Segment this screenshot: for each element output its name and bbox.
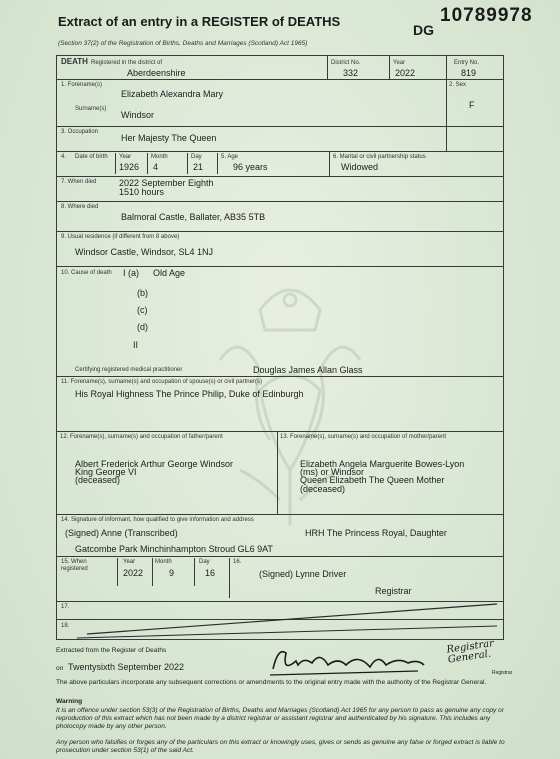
occupation-value: Her Majesty The Queen xyxy=(121,133,217,143)
registrar-general-signature: Registrar General. xyxy=(445,638,495,666)
birth-year-label: Year xyxy=(119,154,132,160)
residence-value: Windsor Castle, Windsor, SL4 1NJ xyxy=(75,247,214,257)
entry-value: 819 xyxy=(461,68,477,78)
registrar-signature xyxy=(268,643,428,679)
father-line1: Albert Frederick Arthur George Windsor xyxy=(75,459,234,469)
when-died-time: 1510 hours xyxy=(119,187,165,197)
district-no-value: 332 xyxy=(343,68,359,78)
sex-value: F xyxy=(469,100,475,110)
informant-qualification: HRH The Princess Royal, Daughter xyxy=(305,528,447,538)
mother-line1: Elizabeth Angela Marguerite Bowes-Lyon xyxy=(300,459,465,469)
where-died-label: 8. Where died xyxy=(61,204,99,210)
cause-ii-label: II xyxy=(133,340,139,350)
district-value: Aberdeenshire xyxy=(127,68,186,78)
age-label: 5. Age xyxy=(221,154,239,160)
mother-line2: (ms) or Windsor xyxy=(300,467,365,477)
marital-label: 6. Marital or civil partnership status xyxy=(333,154,426,160)
birth-day-label: Day xyxy=(191,154,202,160)
residence-label: 9. Usual residence (if different from 8 above) xyxy=(61,234,180,240)
when-died-label: 7. When died xyxy=(61,179,97,185)
birth-month-label: Month xyxy=(151,154,168,160)
surname-label: Surname(s) xyxy=(75,106,107,112)
extract-date: Twentysixth September 2022 xyxy=(68,662,185,672)
mother-label: 13. Forename(s), surname(s) and occupation of mother/parent xyxy=(280,434,447,440)
district-label: Registered in the district of xyxy=(91,60,163,66)
strike-lines xyxy=(57,576,503,639)
registrar-signed: (Signed) Lynne Driver xyxy=(259,569,347,579)
informant-signed: (Signed) Anne (Transcribed) xyxy=(65,528,178,538)
warning-text-2: Any person who falsifies or forges any of the particulars on this extract or knowingly uses, gives or sends as genuine any false or forged extract is liable to prosecution under section 53(1) of the said Act. xyxy=(56,739,505,755)
forename-label: 1. Forename(s) xyxy=(61,82,103,88)
row17-label: 17. xyxy=(61,604,70,610)
surname-value: Windsor xyxy=(121,110,155,120)
where-died-value: Balmoral Castle, Ballater, AB35 5TB xyxy=(121,212,266,222)
cause-a-value: Old Age xyxy=(153,268,186,278)
informant-address: Gatcombe Park Minchinhampton Stroud GL6 9AT xyxy=(75,544,273,554)
cause-label: 10. Cause of death xyxy=(61,270,112,276)
register-form xyxy=(56,55,504,640)
father-line3: (deceased) xyxy=(75,475,121,485)
registrar-caption: Registrar xyxy=(492,670,513,676)
spouse-label: 11. Forename(s), surname(s) and occupation of spouse(s) or civil partner(s) xyxy=(61,379,262,385)
birth-year: 1926 xyxy=(119,162,140,172)
certificate-title: Extract of an entry in a REGISTER of DEATHS xyxy=(58,14,341,29)
year-value: 2022 xyxy=(395,68,416,78)
warning-title: Warning xyxy=(56,698,83,705)
particulars-text: The above particulars incorporate any subsequent corrections or amendments to the original entry made with the authority of the Registrar General. xyxy=(56,679,487,686)
district-no-label: District No. xyxy=(331,60,361,66)
certificate-subtitle: (Section 37(2) of the Registration of Births, Deaths and Marriages (Scotland) Act 1965) xyxy=(58,40,308,47)
on-text: on xyxy=(56,665,64,672)
sex-label: 2. Sex xyxy=(449,82,467,88)
cause-d-label: (d) xyxy=(137,322,148,332)
entry-label: Entry No. xyxy=(454,60,480,66)
row18-label: 18. xyxy=(61,623,70,629)
reg-day: 16 xyxy=(205,568,216,578)
mother-line4: (deceased) xyxy=(300,484,346,494)
birth-label: Date of birth xyxy=(75,154,108,160)
age-value: 96 years xyxy=(233,162,268,172)
reg-month-label: Month xyxy=(155,559,172,565)
birth-month: 4 xyxy=(153,162,159,172)
serial-prefix: DG xyxy=(413,22,434,38)
certifying-label: Certifying registered medical practitioner xyxy=(75,367,183,373)
spouse-value: His Royal Highness The Prince Philip, Duke of Edinburgh xyxy=(75,389,304,399)
extracted-text: Extracted from the Register of Deaths xyxy=(56,647,167,654)
registrar-label: Registrar xyxy=(375,586,412,596)
serial-number: 10789978 xyxy=(440,5,533,26)
mother-line3: Queen Elizabeth The Queen Mother xyxy=(300,475,445,485)
forename-value: Elizabeth Alexandra Mary xyxy=(121,89,224,99)
birth-num: 4. xyxy=(61,154,67,160)
reg-year: 2022 xyxy=(123,568,144,578)
registered-label: 15. When registered xyxy=(61,559,88,572)
occupation-label: 3. Occupation xyxy=(61,129,99,135)
death-label: DEATH xyxy=(61,57,88,66)
certifying-value: Douglas James Allan Glass xyxy=(253,365,363,375)
birth-day: 21 xyxy=(193,162,204,172)
cause-c-label: (c) xyxy=(137,305,148,315)
informant-label: 14. Signature of informant, how qualified to give information and address xyxy=(61,517,254,523)
row16-label: 16. xyxy=(233,559,242,565)
when-died-date: 2022 September Eighth xyxy=(119,178,214,188)
reg-month: 9 xyxy=(169,568,175,578)
cause-ia-label: I (a) xyxy=(123,268,140,278)
marital-value: Widowed xyxy=(341,162,379,172)
father-line2: King George VI xyxy=(75,467,137,477)
cause-b-label: (b) xyxy=(137,288,148,298)
reg-day-label: Day xyxy=(199,559,210,565)
reg-year-label: Year xyxy=(123,559,136,565)
warning-text-1: It is an offence under section 53(3) of the Registration of Births, Deaths and Marriages (Scotland) Act 1965 for any person to pass as genuine any copy or reproduction of this extract which has not been made by a district registrar or assistant registrar and authenticated by his signature. This includes any photocopy made by any other person. xyxy=(56,707,505,731)
father-label: 12. Forename(s), surname(s) and occupation of father/parent xyxy=(60,434,223,440)
year-label: Year xyxy=(393,60,406,66)
